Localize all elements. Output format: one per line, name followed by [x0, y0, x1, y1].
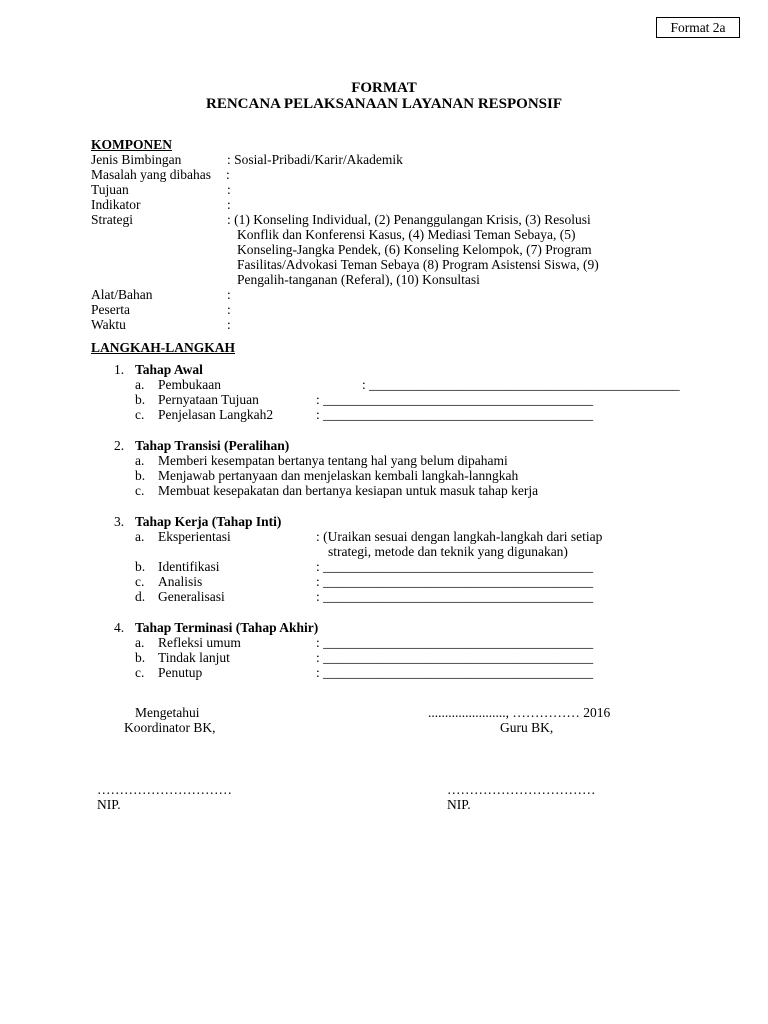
stage-1-item — [0, 392, 768, 407]
item-text: Memberi kesempatan bertanya tentang hal yang belum dipahami — [158, 453, 508, 468]
field-strategi — [0, 212, 768, 227]
field-label: Peserta — [91, 302, 130, 317]
field-label: Jenis Bimbingan — [91, 152, 182, 167]
stage-3-item — [0, 574, 768, 589]
stage-3-item — [0, 559, 768, 574]
stage-2-item — [0, 468, 768, 483]
stage-title: Tahap Kerja (Tahap Inti) — [135, 514, 282, 529]
stage-2-heading — [0, 438, 768, 453]
field-label: Indikator — [91, 197, 141, 212]
item-letter: b. — [135, 392, 146, 407]
strategi-line: Pengalih-tanganan (Referal), (10) Konsultasi — [237, 272, 480, 287]
field-masalah — [0, 167, 768, 182]
field-value: : — [226, 167, 230, 182]
item-label: Analisis — [158, 574, 203, 589]
right-signature-line: …………………………… — [447, 782, 596, 797]
stage-3-item — [0, 529, 768, 544]
stage-4-item — [0, 665, 768, 680]
strategi-line: Konflik dan Konferensi Kasus, (4) Mediasi Teman Sebaya, (5) — [237, 227, 576, 242]
item-letter: c. — [135, 483, 145, 498]
item-letter: b. — [135, 559, 146, 574]
koordinator-label: Koordinator BK, — [124, 720, 216, 735]
item-letter: a. — [135, 529, 145, 544]
stage-title: Tahap Transisi (Peralihan) — [135, 438, 290, 453]
field-waktu — [0, 317, 768, 332]
item-blank: : ________________________________________ — [316, 665, 594, 680]
field-value: : (1) Konseling Individual, (2) Penanggulangan Krisis, (3) Resolusi — [227, 212, 591, 227]
item-blank: : ________________________________________ — [316, 407, 594, 422]
item-letter: a. — [135, 453, 145, 468]
stage-title: Tahap Terminasi (Tahap Akhir) — [135, 620, 319, 635]
item-label: Penutup — [158, 665, 203, 680]
item-letter: c. — [135, 407, 145, 422]
item-letter: c. — [135, 665, 145, 680]
field-label: Waktu — [91, 317, 126, 332]
item-label: Identifikasi — [158, 559, 220, 574]
item-text: Menjawab pertanyaan dan menjelaskan kembali langkah-lanngkah — [158, 468, 519, 483]
document-subtitle: RENCANA PELAKSANAAN LAYANAN RESPONSIF — [205, 96, 563, 112]
eksperientasi-continuation: strategi, metode dan teknik yang digunakan) — [328, 544, 568, 559]
item-label: Penjelasan Langkah2 — [158, 407, 274, 422]
stage-3-item — [0, 589, 768, 604]
field-label: Masalah yang dibahas — [91, 167, 211, 182]
stage-2-item — [0, 483, 768, 498]
date-line: ......................., …………… 2016 — [428, 705, 611, 720]
item-label: Tindak lanjut — [158, 650, 230, 665]
item-blank: : ________________________________________ — [316, 574, 594, 589]
item-letter: c. — [135, 574, 145, 589]
guru-bk-label: Guru BK, — [500, 720, 554, 735]
left-nip: NIP. — [97, 797, 121, 812]
field-value: : — [227, 182, 231, 197]
field-label: Tujuan — [91, 182, 129, 197]
strategi-line: Fasilitas/Advokasi Teman Sebaya (8) Program Asistensi Siswa, (9) — [237, 257, 599, 272]
document-title: FORMAT — [351, 80, 417, 96]
stage-number: 3. — [114, 514, 125, 529]
item-label: Pernyataan Tujuan — [158, 392, 259, 407]
field-value: : — [227, 197, 231, 212]
stage-1-item — [0, 377, 768, 392]
field-value: : Sosial-Pribadi/Karir/Akademik — [227, 152, 403, 167]
mengetahui-label: Mengetahui — [135, 705, 200, 720]
komponen-heading: KOMPONEN — [91, 137, 172, 152]
stage-number: 2. — [114, 438, 125, 453]
item-label: Pembukaan — [158, 377, 221, 392]
item-letter: a. — [135, 377, 145, 392]
item-label: Generalisasi — [158, 589, 225, 604]
item-letter: a. — [135, 635, 145, 650]
field-value: : — [227, 302, 231, 317]
item-letter: b. — [135, 468, 146, 483]
stage-3-heading — [0, 514, 768, 529]
field-label: Strategi — [91, 212, 133, 227]
left-signature-line: ………………………… — [97, 782, 232, 797]
stage-4-heading — [0, 620, 768, 635]
stage-1-heading — [0, 362, 768, 377]
item-blank: : ________________________________________ — [316, 589, 594, 604]
field-label: Alat/Bahan — [91, 287, 153, 302]
item-label: Refleksi umum — [158, 635, 241, 650]
field-value: : — [227, 317, 231, 332]
stage-4-item — [0, 635, 768, 650]
item-blank: : ________________________________________ — [316, 392, 594, 407]
stage-1-item — [0, 407, 768, 422]
field-value: : — [227, 287, 231, 302]
langkah-heading: LANGKAH-LANGKAH — [91, 340, 236, 355]
stage-number: 4. — [114, 620, 125, 635]
item-text: Membuat kesepakatan dan bertanya kesiapan untuk masuk tahap kerja — [158, 483, 539, 498]
stage-2-item — [0, 453, 768, 468]
item-letter: d. — [135, 589, 146, 604]
stage-4-item — [0, 650, 768, 665]
item-blank: : ______________________________________________ — [362, 377, 680, 392]
right-nip: NIP. — [447, 797, 471, 812]
field-indikator — [0, 197, 768, 212]
item-blank: : ________________________________________ — [316, 635, 594, 650]
item-letter: b. — [135, 650, 146, 665]
item-label: Eksperientasi — [158, 529, 231, 544]
item-blank: : ________________________________________ — [316, 650, 594, 665]
stage-number: 1. — [114, 362, 125, 377]
field-peserta — [0, 302, 768, 317]
item-blank: : ________________________________________ — [316, 559, 594, 574]
strategi-line: Konseling-Jangka Pendek, (6) Konseling Kelompok, (7) Program — [237, 242, 592, 257]
field-alat-bahan — [0, 287, 768, 302]
format-label: Format 2a — [656, 17, 740, 38]
field-jenis-bimbingan — [0, 152, 768, 167]
stage-title: Tahap Awal — [135, 362, 203, 377]
field-tujuan — [0, 182, 768, 197]
item-value: : (Uraikan sesuai dengan langkah-langkah dari setiap — [316, 529, 603, 544]
